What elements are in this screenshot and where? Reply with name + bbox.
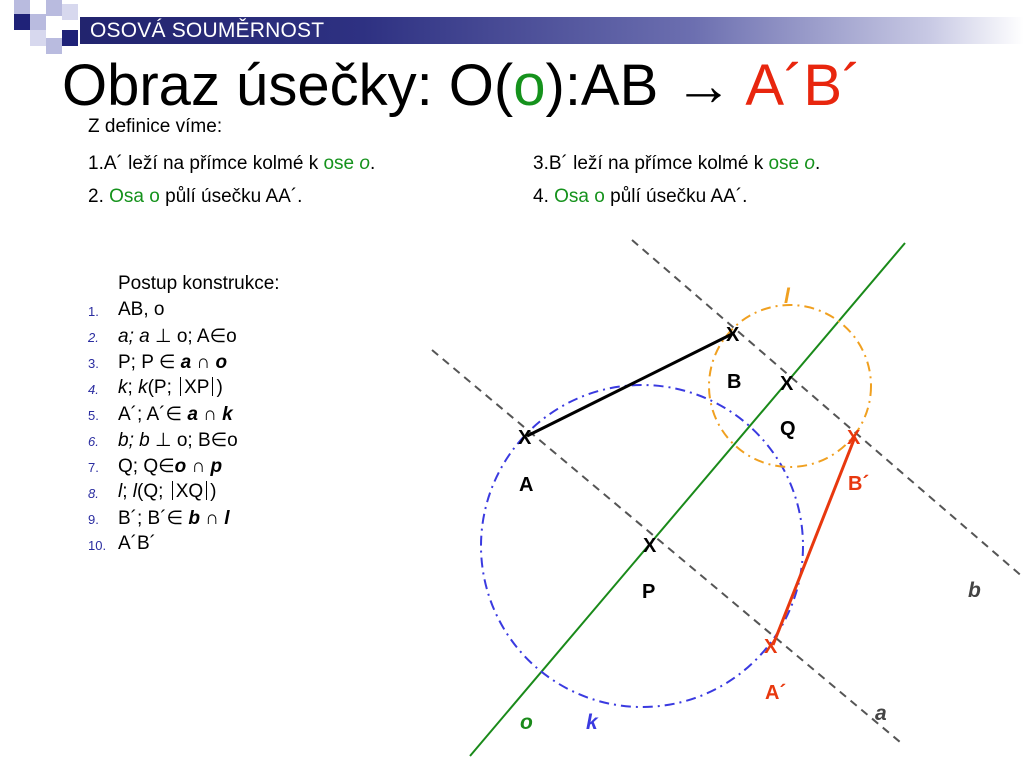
title-part3: ):AB →	[545, 53, 733, 118]
label-q: Q	[780, 418, 796, 440]
label-p: P	[642, 581, 656, 603]
intro-line-1: 1.A´ leží na přímce kolmé k ose o.	[88, 153, 376, 174]
label-b-line: b	[968, 579, 981, 602]
intro-line-2: 2. Osa o půlí úsečku AA´.	[88, 186, 303, 207]
title-image: A´B´	[745, 53, 862, 118]
perpendicular-a	[432, 350, 900, 742]
mark-p: X	[643, 535, 657, 557]
label-b-prime: B´	[848, 473, 870, 495]
mark-b-prime: X	[847, 427, 861, 449]
intro-line-3: 3.B´ leží na přímce kolmé k ose o.	[533, 153, 821, 174]
banner-text: OSOVÁ SOUMĚRNOST	[90, 19, 325, 42]
label-a: A	[519, 474, 534, 496]
mark-q: X	[780, 373, 794, 395]
intro-line-4: 4. Osa o půlí úsečku AA´.	[533, 186, 748, 207]
label-a-line: a	[875, 702, 887, 725]
mark-a: X	[518, 427, 532, 449]
perpendicular-b	[632, 240, 1024, 578]
label-a-prime: A´	[765, 682, 787, 704]
axis-o	[470, 243, 905, 756]
title-axis: o	[513, 53, 546, 118]
segment-a-prime-b-prime	[773, 437, 855, 645]
postup-heading: Postup konstrukce:	[118, 273, 280, 294]
label-o: o	[520, 711, 533, 734]
label-k: k	[586, 711, 598, 734]
mark-b: X	[726, 324, 740, 346]
title-part1: Obraz úsečky: O(	[62, 53, 514, 118]
label-l: l	[784, 285, 790, 308]
intro-heading: Z definice víme:	[88, 116, 223, 137]
mark-a-prime: X	[764, 636, 778, 658]
segment-ab	[527, 333, 734, 436]
label-b: B	[727, 371, 742, 393]
